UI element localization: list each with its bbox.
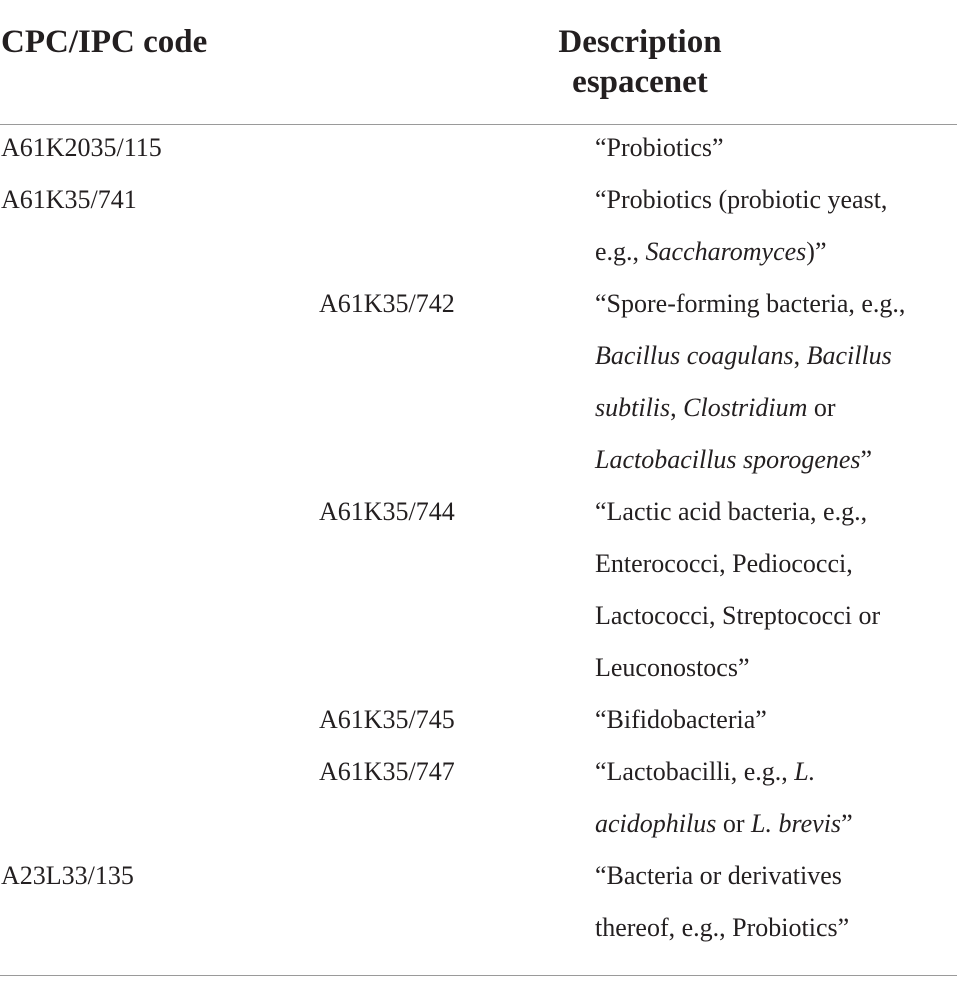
cell-description-line: “Lactic acid bacteria, e.g., bbox=[595, 497, 868, 526]
header-description bbox=[470, 22, 810, 102]
cell-subcode: A61K35/742 bbox=[319, 289, 455, 318]
cell-subcode: A61K35/745 bbox=[319, 705, 455, 734]
cell-code: A61K35/741 bbox=[1, 185, 137, 214]
cell-description-line: subtilis, Clostridium or bbox=[595, 393, 836, 422]
cell-description-line: “Probiotics” bbox=[595, 133, 724, 162]
cell-description-line: “Probiotics (probiotic yeast, bbox=[595, 185, 888, 214]
cell-description-line: acidophilus or L. brevis” bbox=[595, 809, 853, 838]
header-code: CPC/IPC code bbox=[1, 24, 208, 60]
cell-description-line: e.g., Saccharomyces)” bbox=[595, 237, 827, 266]
cell-description-line: thereof, e.g., Probiotics” bbox=[595, 913, 850, 942]
cell-subcode: A61K35/744 bbox=[319, 497, 455, 526]
header-description-line2: espacenet bbox=[572, 64, 708, 100]
cell-description-line: “Bacteria or derivatives bbox=[595, 861, 842, 890]
cell-description-line: Enterococci, Pediococci, bbox=[595, 549, 853, 578]
cell-subcode: A61K35/747 bbox=[319, 757, 455, 786]
cell-description-line: Lactococci, Streptococci or bbox=[595, 601, 881, 630]
cell-description-line: Bacillus coagulans, Bacillus bbox=[595, 341, 892, 370]
cell-description-line: Leuconostocs” bbox=[595, 653, 750, 682]
cell-description-line: Lactobacillus sporogenes” bbox=[595, 445, 873, 474]
cell-description-line: “Lactobacilli, e.g., L. bbox=[595, 757, 816, 786]
header-description-line1: Description bbox=[558, 24, 722, 60]
cell-description-line: “Spore-forming bacteria, e.g., bbox=[595, 289, 906, 318]
bottom-rule bbox=[0, 975, 957, 976]
cell-description-line: “Bifidobacteria” bbox=[595, 705, 767, 734]
cell-code: A61K2035/115 bbox=[1, 133, 162, 162]
cell-code: A23L33/135 bbox=[1, 861, 134, 890]
